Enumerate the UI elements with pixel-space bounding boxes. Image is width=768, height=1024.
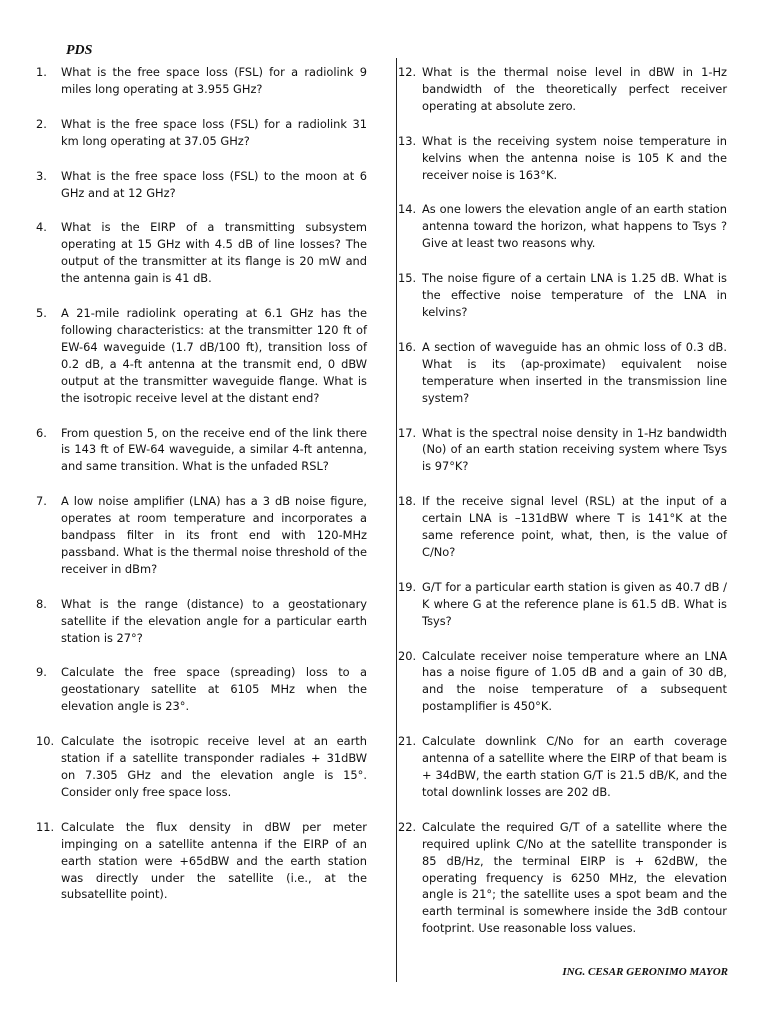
question-number: 12. (398, 65, 417, 79)
question-item (398, 493, 727, 561)
question-item (398, 64, 727, 115)
question-item (398, 579, 727, 630)
question-text: A 21-mile radiolink operating at 6.1 GHz has the following characteristics: at the transmitter 120 ft of EW-64 waveguide (1.7 dB/100 ft), transition loss of 0.2 dB, a 4-ft antenna at the transmit end, 0 dBW output at the transmitter waveguide flange. What is the isotropic receive level at the distant end? (61, 306, 367, 405)
question-item (36, 168, 367, 202)
question-text: Calculate downlink C/No for an earth coverage antenna of a satellite where the EIRP of that beam is + 34dBW, the earth station G/T is 21.5 dB/K, and the total downlink losses are 202 dB. (422, 734, 727, 799)
question-text: What is the range (distance) to a geostationary satellite if the elevation angle for a particular earth station is 27°? (61, 596, 367, 645)
question-item (36, 596, 367, 647)
question-text: The noise figure of a certain LNA is 1.25 dB. What is the effective noise temperature of the LNA in kelvins? (422, 271, 727, 319)
question-item (398, 339, 727, 407)
author-signature-line: ING. CESAR GERONIMO MAYOR (562, 966, 728, 978)
question-item (36, 819, 367, 904)
question-text: If the receive signal level (RSL) at the input of a certain LNA is –131dBW where T is 141°K at the same reference point, what, then, is the value of C/No? (422, 494, 727, 559)
question-item (398, 425, 727, 476)
question-number: 14. (398, 202, 417, 217)
question-item (36, 305, 367, 406)
page-title: PDS (66, 43, 93, 58)
question-number: 5. (36, 306, 47, 321)
question-number: 13. (398, 133, 417, 148)
question-text: Calculate the flux density in dBW per meter impinging on a satellite antenna if the EIRP of an earth station were +65dBW and the earth station was directly under the satellite (i.e., at the subsatellite point). (61, 819, 367, 902)
question-item (398, 648, 727, 716)
question-text: What is the free space loss (FSL) to the moon at 6 GHz and at 12 GHz? (61, 168, 367, 200)
question-text: What is the EIRP of a transmitting subsystem operating at 15 GHz with 4.5 dB of line losses? The output of the transmitter at its flange is 20 mW and the antenna gain is 41 dB. (61, 220, 367, 286)
question-number: 1. (36, 65, 47, 79)
question-text: Calculate receiver noise temperature where an LNA has a noise figure of 1.05 dB and a gain of 30 dB, and the noise temperature of a subsequent postamplifier is 450°K. (422, 648, 727, 714)
question-item (398, 201, 727, 252)
question-item (36, 219, 367, 287)
question-number: 7. (36, 494, 47, 509)
question-number: 3. (36, 168, 47, 183)
question-number: 10. (36, 734, 55, 749)
question-text: From question 5, on the receive end of the link there is 143 ft of EW-64 waveguide, a similar 4-ft antenna, and same transition. What is the unfaded RSL? (61, 425, 367, 474)
questions-column-right (398, 64, 727, 937)
question-number: 11. (36, 819, 55, 834)
question-number: 22. (398, 819, 417, 834)
question-number: 21. (398, 734, 417, 749)
question-number: 20. (398, 648, 417, 663)
question-number: 17. (398, 425, 417, 440)
question-number: 15. (398, 271, 417, 286)
question-number: 6. (36, 425, 47, 440)
question-item (36, 425, 367, 476)
question-item (398, 819, 727, 937)
question-text: Calculate the required G/T of a satellite where the required uplink C/No at the satellite transponder is 85 dB/Hz, the terminal EIRP is + 62dBW, the operating frequency is 6250 MHz, the elevation angle is 21°; the satellite uses a spot beam and the earth terminal is somewhere inside the 3dB contour footprint. Use reasonable loss values. (422, 819, 727, 936)
question-text: Calculate the free space (spreading) loss to a geostationary satellite at 6105 MHz when the elevation angle is 23°. (61, 665, 367, 714)
question-item (398, 133, 727, 184)
question-text: What is the thermal noise level in dBW in 1-Hz bandwidth of the theoretically perfect receiver operating at absolute zero. (422, 65, 727, 113)
question-text: A low noise amplifier (LNA) has a 3 dB noise figure, operates at room temperature and incorporates a bandpass filter in its front end with 120-MHz passband. What is the thermal noise threshold of the receiver in dBm? (61, 494, 367, 576)
question-text: What is the spectral noise density in 1-Hz bandwidth (No) of an earth station receiving system where Tsys is 97°K? (422, 425, 727, 474)
question-item (36, 733, 367, 801)
question-item (398, 733, 727, 801)
question-number: 18. (398, 494, 417, 509)
question-item (36, 64, 367, 98)
question-text: What is the free space loss (FSL) for a radiolink 31 km long operating at 37.05 GHz? (61, 116, 367, 148)
question-number: 9. (36, 665, 47, 680)
question-text: Calculate the isotropic receive level at an earth station if a satellite transponder radiales + 31dBW on 7.305 GHz and the elevation angle is 15°. Consider only free space loss. (61, 734, 367, 799)
question-item (398, 270, 727, 321)
question-item (36, 116, 367, 150)
question-number: 2. (36, 116, 47, 131)
question-text: As one lowers the elevation angle of an earth station antenna toward the horizon, what happens to Tsys ? Give at least two reasons why. (422, 202, 727, 251)
question-item (36, 493, 367, 578)
question-text: A section of waveguide has an ohmic loss of 0.3 dB. What is its (ap-proximate) equivalent noise temperature when inserted in the transmission line system? (422, 339, 727, 405)
question-number: 19. (398, 579, 417, 594)
question-item (36, 664, 367, 715)
question-text: G/T for a particular earth station is given as 40.7 dB / K where G at the reference plane is 61.5 dB. What is Tsys? (422, 579, 727, 628)
column-divider (396, 58, 397, 982)
question-number: 8. (36, 596, 47, 611)
questions-column-left (36, 64, 367, 903)
question-number: 4. (36, 220, 47, 235)
question-text: What is the free space loss (FSL) for a radiolink 9 miles long operating at 3.955 GHz? (61, 65, 367, 96)
question-number: 16. (398, 339, 417, 354)
question-text: What is the receiving system noise temperature in kelvins when the antenna noise is 105 K and the receiver noise is 163°K. (422, 133, 727, 182)
